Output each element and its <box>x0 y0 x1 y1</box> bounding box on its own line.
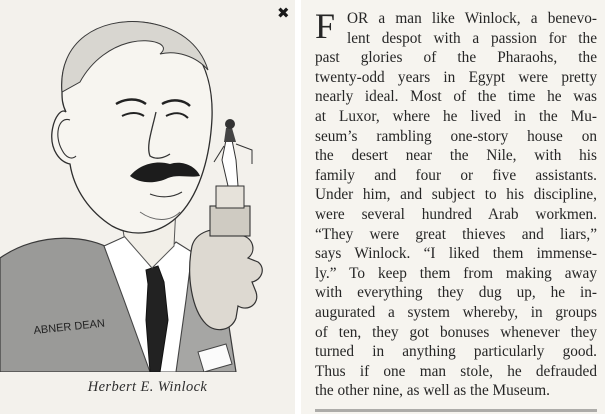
article-line: nearly ideal. Most of the time he was <box>315 88 597 106</box>
article-line: Thus if one man stole, he defrauded <box>315 362 597 380</box>
article-line: Under him, and subject to his discipline, <box>315 186 597 204</box>
article-line: turned in anything particularly good. <box>315 343 597 361</box>
illustration-page <box>0 0 295 414</box>
article-line: twenty-odd years in Egypt were pretty <box>315 68 597 86</box>
article-line: seum’s rambling one-story house on <box>315 127 597 145</box>
article-line: were several hundred Arab workmen. <box>315 205 597 223</box>
artist-signature: ABNER DEAN <box>33 317 106 337</box>
article-line: says Winlock. “I liked them immense- <box>315 245 597 263</box>
article-line: the desert near the Nile, with his <box>315 147 597 165</box>
caricature-illustration <box>0 0 295 372</box>
article-line: “They were great thieves and liars,” <box>315 225 597 243</box>
article-line: the other nine, as well as the Museum. <box>315 382 550 400</box>
article-line: with everything they dug up, he in- <box>315 284 597 302</box>
article-line: OR a man like Winlock, a benevo- <box>347 10 597 27</box>
cropped-text-line <box>315 401 597 414</box>
article-line: at Luxor, where he lived in the Mu- <box>315 107 597 125</box>
article-line: ly.” To keep them from making away <box>315 264 597 282</box>
article-page <box>301 0 605 414</box>
drop-cap: F <box>315 6 336 46</box>
article-line: of ten, they got bonuses whenever they <box>315 323 597 341</box>
article-line: lent despot with a passion for the <box>347 29 597 47</box>
close-icon: ✖ <box>277 4 290 22</box>
article-line: past glories of the Pharaohs, the <box>315 49 597 67</box>
article-line: family and four or five assistants. <box>315 166 597 184</box>
article-line: augurated a system whereby, in groups <box>315 303 597 321</box>
illustration-caption: Herbert E. Winlock <box>87 379 208 395</box>
article-body <box>315 6 597 401</box>
